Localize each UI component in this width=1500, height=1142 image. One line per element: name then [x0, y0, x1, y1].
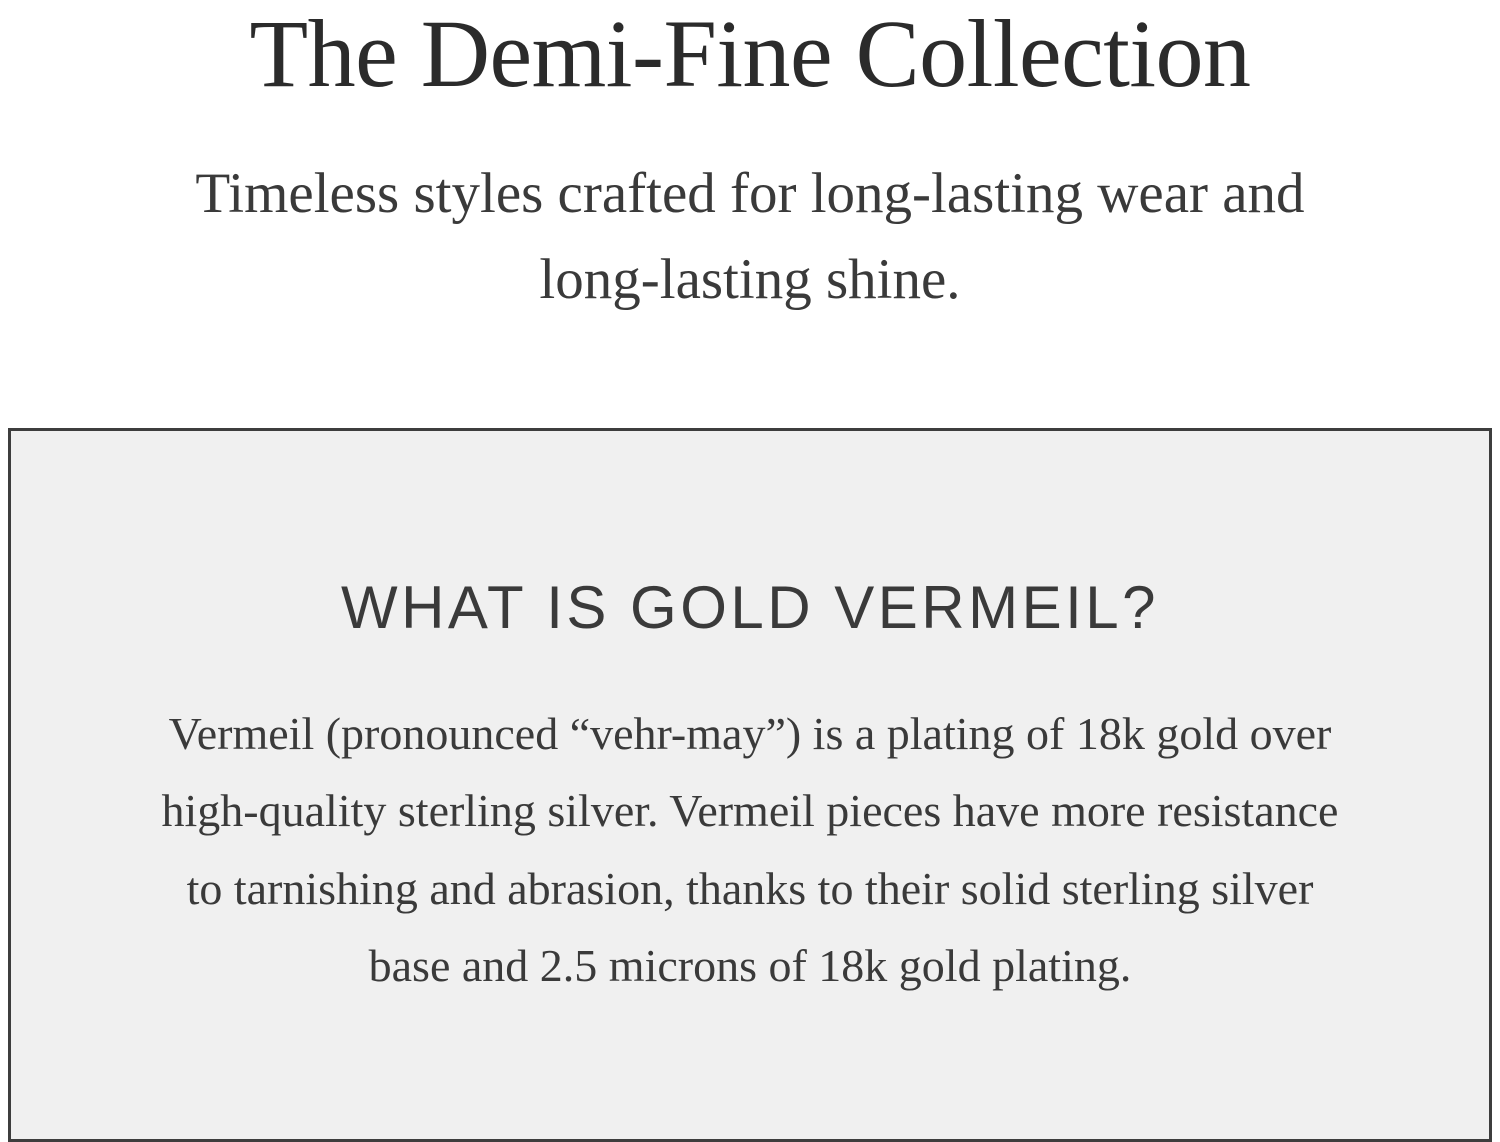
page-title: The Demi-Fine Collection — [249, 0, 1251, 107]
hero-section — [0, 0, 1500, 324]
gold-vermeil-info-card — [8, 428, 1492, 1142]
info-card-heading: WHAT IS GOLD VERMEIL? — [340, 574, 1160, 641]
page-subtitle: Timeless styles crafted for long-lasting wear and long-lasting shine. — [195, 161, 1305, 312]
info-card-body: Vermeil (pronounced “vehr-may”) is a plating of 18k gold over high-quality sterling silver. Vermeil pieces have more resistance to tarnishing and abrasion, thanks to their solid sterling silver base and 2.5 microns of 18k gold plating. — [161, 708, 1339, 991]
